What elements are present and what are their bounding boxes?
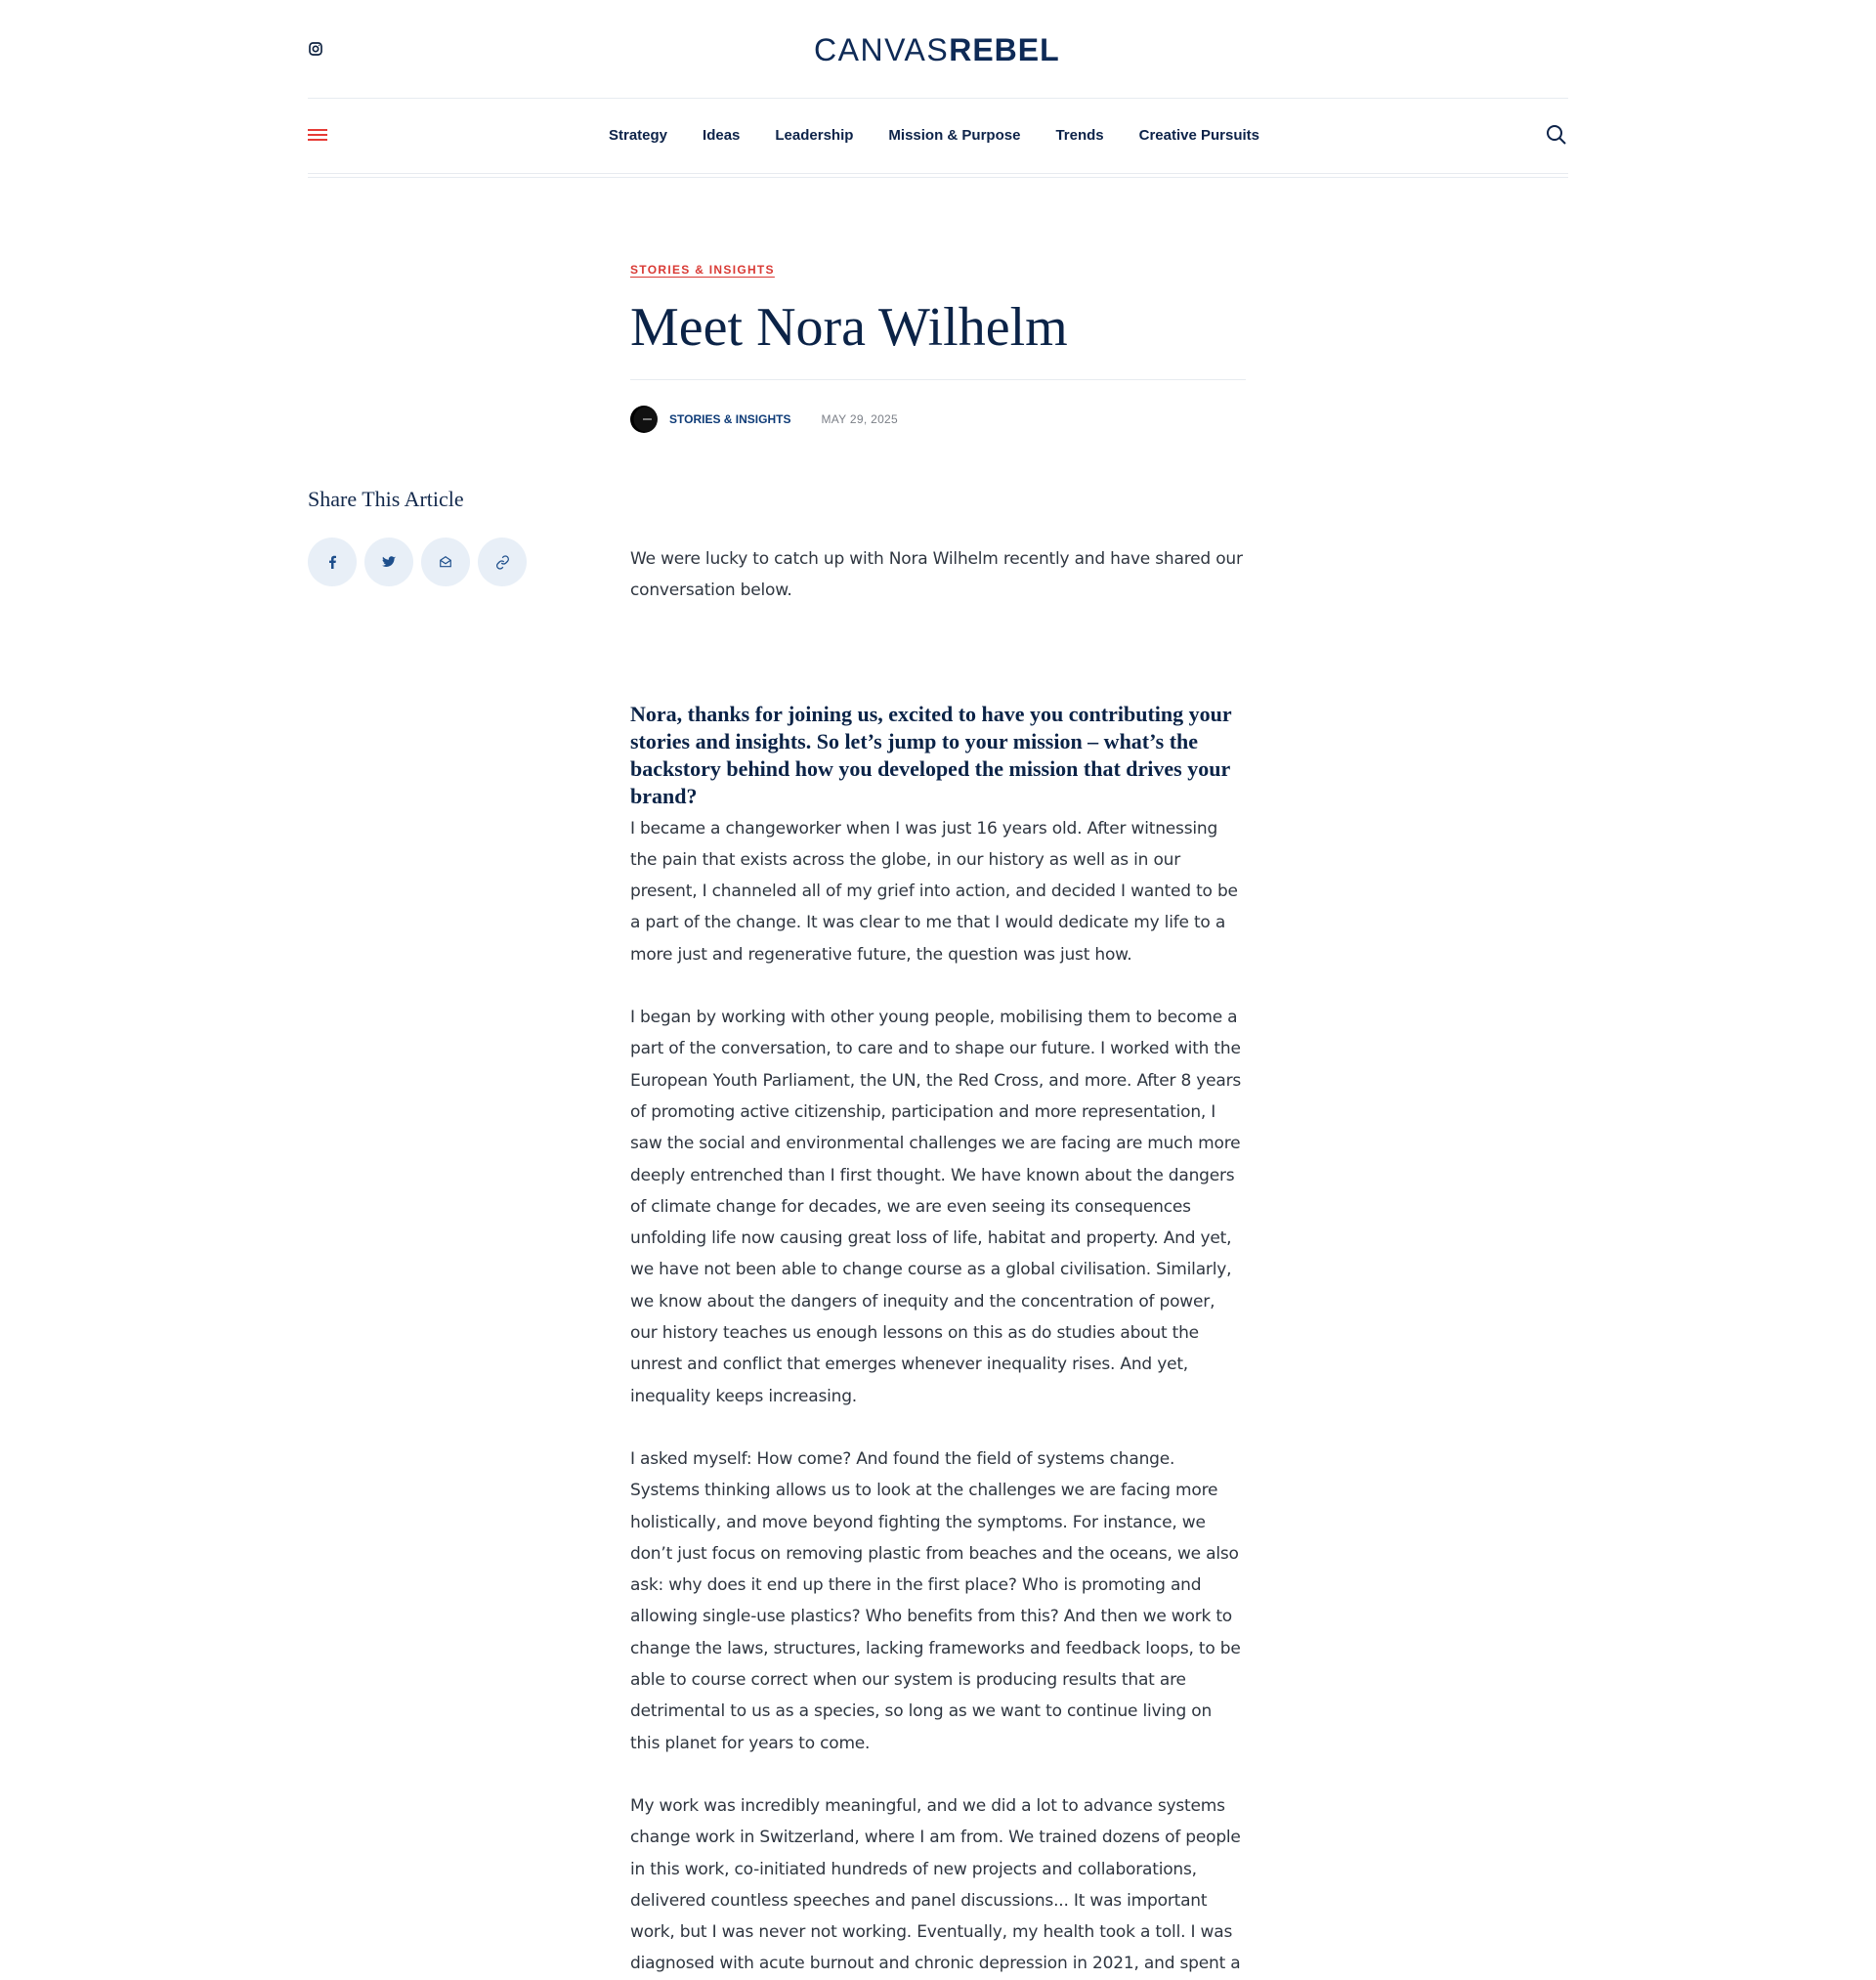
email-share-button[interactable] — [421, 538, 470, 586]
twitter-share-button[interactable] — [364, 538, 413, 586]
nav-ideas[interactable]: Ideas — [703, 127, 741, 144]
article-intro: We were lucky to catch up with Nora Wilhelm recently and have shared our conversation below. — [630, 549, 1243, 601]
twitter-icon — [382, 556, 396, 568]
link-icon — [495, 555, 510, 570]
share-buttons — [308, 538, 527, 586]
share-title: Share This Article — [308, 487, 464, 511]
menu-icon — [308, 126, 327, 144]
nav-leadership[interactable]: Leadership — [775, 127, 854, 144]
copy-link-button[interactable] — [478, 538, 527, 586]
publish-date: MAY 29, 2025 — [821, 412, 899, 426]
nav-trends[interactable]: Trends — [1055, 127, 1104, 144]
author-link[interactable]: STORIES & INSIGHTS — [669, 412, 791, 426]
facebook-share-button[interactable] — [308, 538, 357, 586]
article-meta — [630, 405, 898, 434]
article-paragraph: I asked myself: How come? And found the field of systems change. Systems thinking allows us to look at the challenges we are facing more holistically, and move beyond fighting the symptoms. For instance, we don’t just focus on removing plastic from beaches and the oceans, we also ask: why does it end up there in the first place? Who is promoting and allowing single-use plastics? Who benefits from this? And then we work to change the laws, structures, lacking frameworks and feedback loops, to be able to course correct when our system is producing results that are detrimental to us as a species, so long as we want to continue living on this planet for years to come. — [630, 1448, 1241, 1753]
article-paragraph: I began by working with other young people, mobilising them to become a part of the conversation, to care and to shape our future. I worked with the European Youth Parliament, the UN, the Red Cross, and more. After 8 years of promoting active citizenship, participation and more representation, I saw the social and environmental challenges we are facing are much more deeply entrenched than I first thought. We have known about the dangers of climate change for decades, we are even seeing its consequences unfolding life now causing great loss of life, habitat and property. And yet, we have not been able to change course as a global civilisation. Similarly, we know about the dangers of inequity and the concentration of power, our history teaches us enough lessons on this as do studies about the unrest and conflict that emerges whenever inequality rises. And yet, inequality keeps increasing. — [630, 1008, 1242, 1406]
nav-strategy[interactable]: Strategy — [609, 127, 668, 144]
nav-creative-pursuits[interactable]: Creative Pursuits — [1138, 127, 1260, 144]
email-icon — [439, 555, 452, 569]
instagram-icon — [308, 41, 323, 57]
nav-links — [609, 124, 1259, 148]
main-navigation — [308, 99, 1568, 174]
article-body — [630, 543, 1246, 1980]
search-icon — [1545, 123, 1568, 147]
search-button[interactable] — [1545, 123, 1568, 147]
author-avatar — [630, 406, 658, 433]
article-category-link[interactable]: STORIES & INSIGHTS — [630, 263, 775, 277]
article-paragraph: I became a changeworker when I was just 16 years old. After witnessing the pain that exists across the globe, in our history as well as in our present, I channeled all of my grief into action, and decided I wanted to be a part of the change. It was clear to me that I would dedicate my life to a more just and regenerative future, the question was just how. — [630, 818, 1238, 965]
title-divider — [630, 379, 1246, 380]
logo-light-text: CANVAS — [814, 32, 950, 67]
site-header — [308, 0, 1568, 99]
instagram-link[interactable] — [308, 41, 323, 57]
facebook-icon — [326, 555, 338, 569]
article-paragraph: My work was incredibly meaningful, and we did a lot to advance systems change work in Switzerland, where I am from. We trained dozens of people in this work, co-initiated hundreds of new projects and collaborations, delivered countless speeches and panel discussions... It was important work, but I was never not working. Eventually, my health took a toll. I was diagnosed with acute burnout and chronic depression in 2021, and spent a — [630, 1795, 1241, 1974]
interview-question: Nora, thanks for joining us, excited to have you contributing your stories and insights. So let’s jump to your mission – what’s the backstory behind how you developed the mission that drives your brand? — [630, 701, 1232, 808]
logo-bold-text: REBEL — [949, 32, 1060, 67]
article-title: Meet Nora Wilhelm — [630, 297, 1068, 358]
nav-mission-purpose[interactable]: Mission & Purpose — [888, 127, 1021, 144]
site-logo[interactable] — [814, 29, 1060, 70]
menu-button[interactable] — [308, 126, 327, 144]
